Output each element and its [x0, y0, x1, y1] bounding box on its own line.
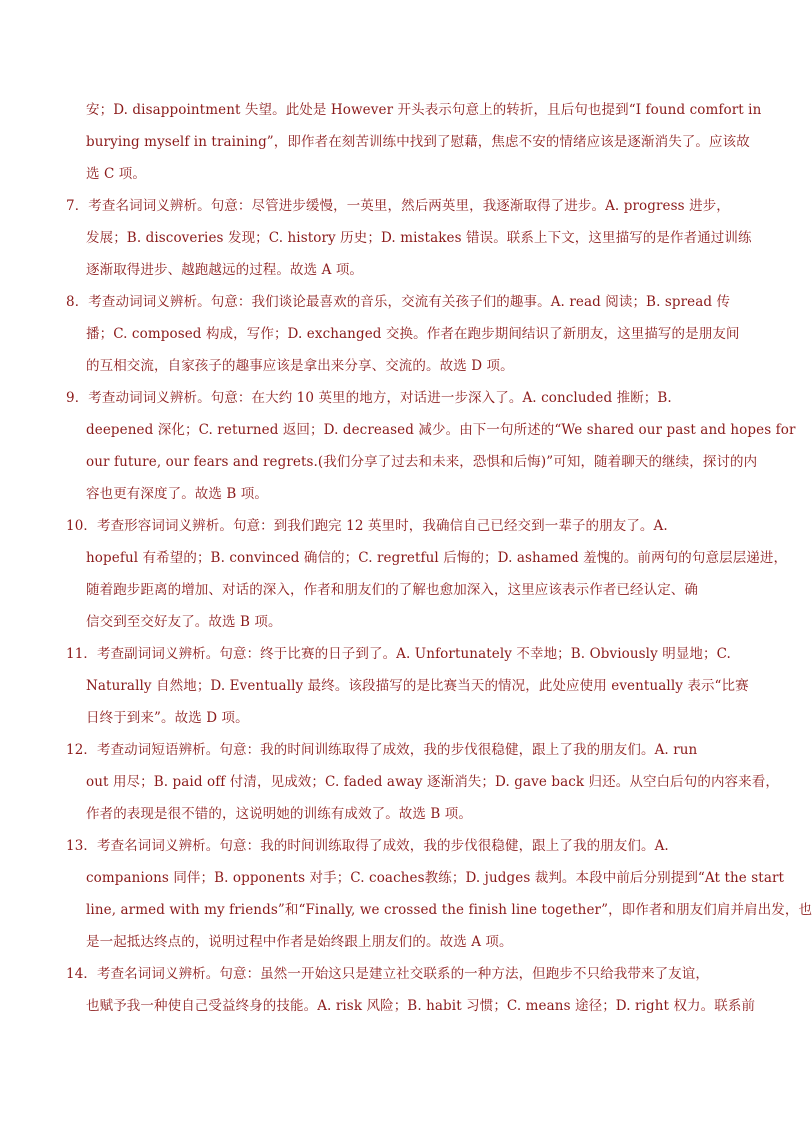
text-line: 11．考查副词词义辨析。句意：终于比赛的日子到了。A. Unfortunately 不幸地；B. Obviously 明显地；C. — [66, 646, 731, 662]
text-line: burying myself in training”，即作者在刻苦训练中找到了慰藉，焦虑不安的情绪应该是逐渐消失了。应该故 — [86, 134, 750, 150]
text-line: 容也更有深度了。故选 B 项。 — [86, 486, 269, 502]
text-line: companions 同伴；B. opponents 对手；C. coaches教练；D. judges 裁判。本段中前后分别提到“At the start — [86, 870, 785, 886]
answer-explanation-text — [66, 94, 812, 1022]
text-line: 8．考查动词词义辨析。句意：我们谈论最喜欢的音乐，交流有关孩子们的趣事。A. read 阅读；B. spread 传 — [66, 294, 731, 310]
text-line: our future, our fears and regrets.(我们分享了过去和未来，恐惧和后悔)”可知，随着聊天的继续，探讨的内 — [86, 454, 758, 470]
explanation-paragraph — [66, 286, 740, 382]
explanation-paragraph — [66, 734, 779, 830]
explanation-paragraph — [66, 382, 796, 510]
text-line: hopeful 有希望的；B. convinced 确信的；C. regretful 后悔的；D. ashamed 羞愧的。前两句的句意层层递进， — [86, 550, 788, 566]
text-line: 信交到至交好友了。故选 B 项。 — [86, 614, 282, 630]
text-line: 7．考查名词词义辨析。句意：尽管进步缓慢，一英里，然后两英里，我逐渐取得了进步。A. progress 进步， — [66, 198, 730, 214]
text-line: 播；C. composed 构成，写作；D. exchanged 交换。作者在跑步期间结识了新朋友，这里描写的是朋友间 — [86, 326, 740, 342]
text-line: 14．考查名词词义辨析。句意：虽然一开始这只是建立社交联系的一种方法，但跑步不只给我带来了友谊， — [66, 966, 709, 982]
text-line: 10．考查形容词词义辨析。句意：到我们跑完 12 英里时，我确信自己已经交到一辈子的朋友了。A. — [66, 518, 668, 534]
text-line: 逐渐取得进步、越跑越远的过程。故选 A 项。 — [86, 262, 364, 278]
text-line: 安；D. disappointment 失望。此处是 However 开头表示句意上的转折，且后句也提到“I found comfort in — [86, 102, 762, 118]
text-line: deepened 深化；C. returned 返回；D. decreased 减少。由下一句所述的“We shared our past and hopes for — [86, 422, 796, 438]
text-line: 9．考查动词词义辨析。句意：在大约 10 英里的地方，对话进一步深入了。A. concluded 推断；B. — [66, 390, 672, 406]
explanation-paragraph — [66, 638, 749, 734]
text-line: 选 C 项。 — [86, 166, 147, 182]
text-line: Naturally 自然地；D. Eventually 最终。该段描写的是比赛当天的情况，此处应使用 eventually 表示“比赛 — [86, 678, 749, 694]
text-line: 也赋予我一种使自己受益终身的技能。A. risk 风险；B. habit 习惯；C. means 途径；D. right 权力。联系前 — [86, 998, 756, 1014]
text-line: 13．考查名词词义辨析。句意：我的时间训练取得了成效，我的步伐很稳健，跟上了我的朋友们。A. — [66, 838, 669, 854]
explanation-paragraph — [66, 190, 752, 286]
explanation-paragraph — [66, 958, 756, 1022]
text-line: 12．考查动词短语辨析。句意：我的时间训练取得了成效，我的步伐很稳健，跟上了我的朋友们。A. run — [66, 742, 698, 758]
text-line: out 用尽；B. paid off 付清，见成效；C. faded away 逐渐消失；D. gave back 归还。从空白后句的内容来看， — [86, 774, 779, 790]
text-line: 随着跑步距离的增加、对话的深入，作者和朋友们的了解也愈加深入，这里应该表示作者已经认定、确 — [86, 582, 698, 598]
text-line: 发展；B. discoveries 发现；C. history 历史；D. mistakes 错误。联系上下文，这里描写的是作者通过训练 — [86, 230, 752, 246]
text-line: 作者的表现是很不错的，这说明她的训练有成效了。故选 B 项。 — [86, 806, 473, 822]
text-line: 日终于到来”。故选 D 项。 — [86, 710, 249, 726]
text-line: line, armed with my friends”和“Finally, we crossed the finish line together”，即作者和朋友们肩并肩出发，也 — [86, 902, 812, 918]
text-line: 的互相交流，自家孩子的趣事应该是拿出来分享、交流的。故选 D 项。 — [86, 358, 514, 374]
explanation-paragraph — [66, 830, 812, 958]
explanation-paragraph — [66, 510, 788, 638]
explanation-paragraph — [66, 94, 762, 190]
text-line: 是一起抵达终点的，说明过程中作者是始终跟上朋友们的。故选 A 项。 — [86, 934, 513, 950]
